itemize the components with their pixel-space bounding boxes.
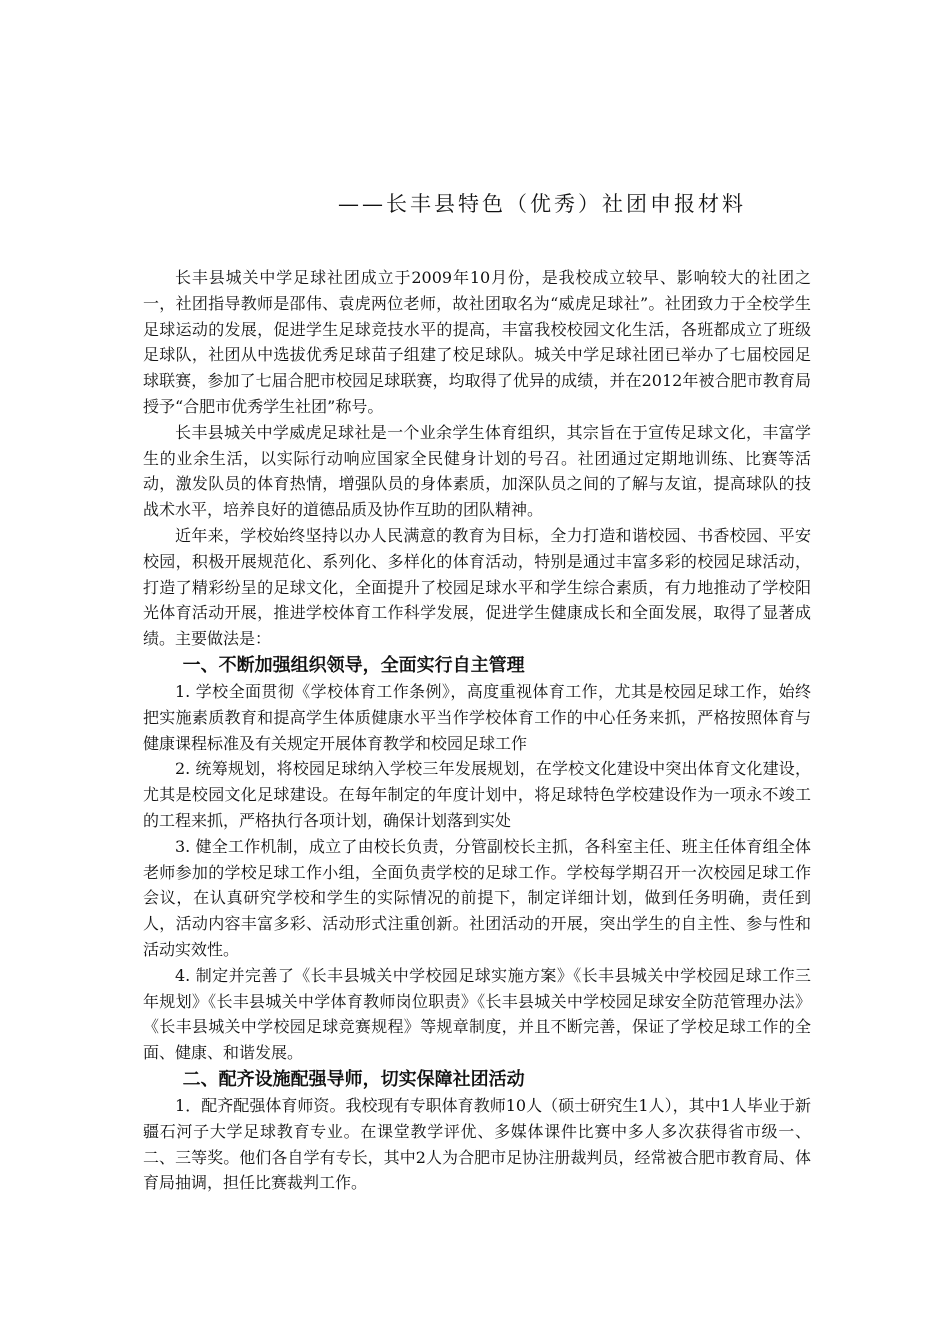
intro-paragraph-3: 近年来，学校始终坚持以办人民满意的教育为目标，全力打造和谐校园、书香校园、平安校园，积极开展规范化、系列化、多样化的体育活动，特别是通过丰富多彩的校园足球活动，打造了精彩纷呈的足球文化，全面提升了校园足球水平和学生综合素质，有力地推动了学校阳光体育活动开展，推进学校体育工作科学发展，促进学生健康成长和全面发展，取得了显著成绩。主要做法是： xyxy=(143,525,811,649)
section-1-heading: 一、不断加强组织领导，全面实行自主管理 xyxy=(182,654,525,676)
section-1-paragraph-1: 1. 学校全面贯彻《学校体育工作条例》，高度重视体育工作，尤其是校园足球工作，始终把实施素质教育和提高学生体质健康水平当作学校体育工作的中心任务来抓，严格按照体育与健康课程标准及有关规定开展体育教学和校园足球工作 xyxy=(143,681,811,753)
document-body xyxy=(143,265,811,1196)
section-1-paragraph-3: 3. 健全工作机制，成立了由校长负责，分管副校长主抓，各科室主任、班主任体育组全体老师参加的学校足球工作小组，全面负责学校的足球工作。学校每学期召开一次校园足球工作会议，在认真研究学校和学生的实际情况的前提下，制定详细计划，做到任务明确，责任到人，活动内容丰富多彩、活动形式注重创新。社团活动的开展，突出学生的自主性、参与性和活动实效性。 xyxy=(143,836,811,959)
section-2-heading: 二、配齐设施配强导师，切实保障社团活动 xyxy=(182,1068,525,1090)
intro-paragraph-2: 长丰县城关中学威虎足球社是一个业余学生体育组织，其宗旨在于宣传足球文化，丰富学生的业余生活，以实际行动响应国家全民健身计划的号召。社团通过定期地训练、比赛等活动，激发队员的体育热情，增强队员的身体素质，加深队员之间的了解与友谊，提高球队的技战术水平，培养良好的道德品质及协作互助的团队精神。 xyxy=(143,422,811,520)
document-subtitle: ——长丰县特色（优秀）社团申报材料 xyxy=(338,192,746,216)
section-2-paragraph-1: 1．配齐配强体育师资。我校现有专职体育教师10人（硕士研究生1人），其中1人毕业于新疆石河子大学足球教育专业。在课堂教学评优、多媒体课件比赛中多人多次获得省市级一、二、三等奖。他们各自学有专长，其中2人为合肥市足协注册裁判员，经常被合肥市教育局、体育局抽调，担任比赛裁判工作。 xyxy=(143,1095,811,1193)
section-1-paragraph-4: 4. 制定并完善了《长丰县城关中学校园足球实施方案》《长丰县城关中学校园足球工作三年规划》《长丰县城关中学体育教师岗位职责》《长丰县城关中学校园足球安全防范管理办法》《长丰县城关中学校园足球竞赛规程》等规章制度，并且不断完善，保证了学校足球工作的全面、健康、和谐发展。 xyxy=(143,965,811,1063)
intro-paragraph-1: 长丰县城关中学足球社团成立于2009年10月份，是我校成立较早、影响较大的社团之一，社团指导教师是邵伟、袁虎两位老师，故社团取名为“威虎足球社”。社团致力于全校学生足球运动的发展，促进学生足球竞技水平的提高，丰富我校校园文化生活，各班都成立了班级足球队，社团从中选拔优秀足球苗子组建了校足球队。城关中学足球社团已举办了七届校园足球联赛，参加了七届合肥市校园足球联赛，均取得了优异的成绩，并在2012年被合肥市教育局授予“合肥市优秀学生社团”称号。 xyxy=(143,268,811,416)
section-1-paragraph-2: 2. 统筹规划，将校园足球纳入学校三年发展规划，在学校文化建设中突出体育文化建设，尤其是校园文化足球建设。在每年制定的年度计划中，将足球特色学校建设作为一项永不竣工的工程来抓，严格执行各项计划，确保计划落到实处 xyxy=(143,759,811,830)
